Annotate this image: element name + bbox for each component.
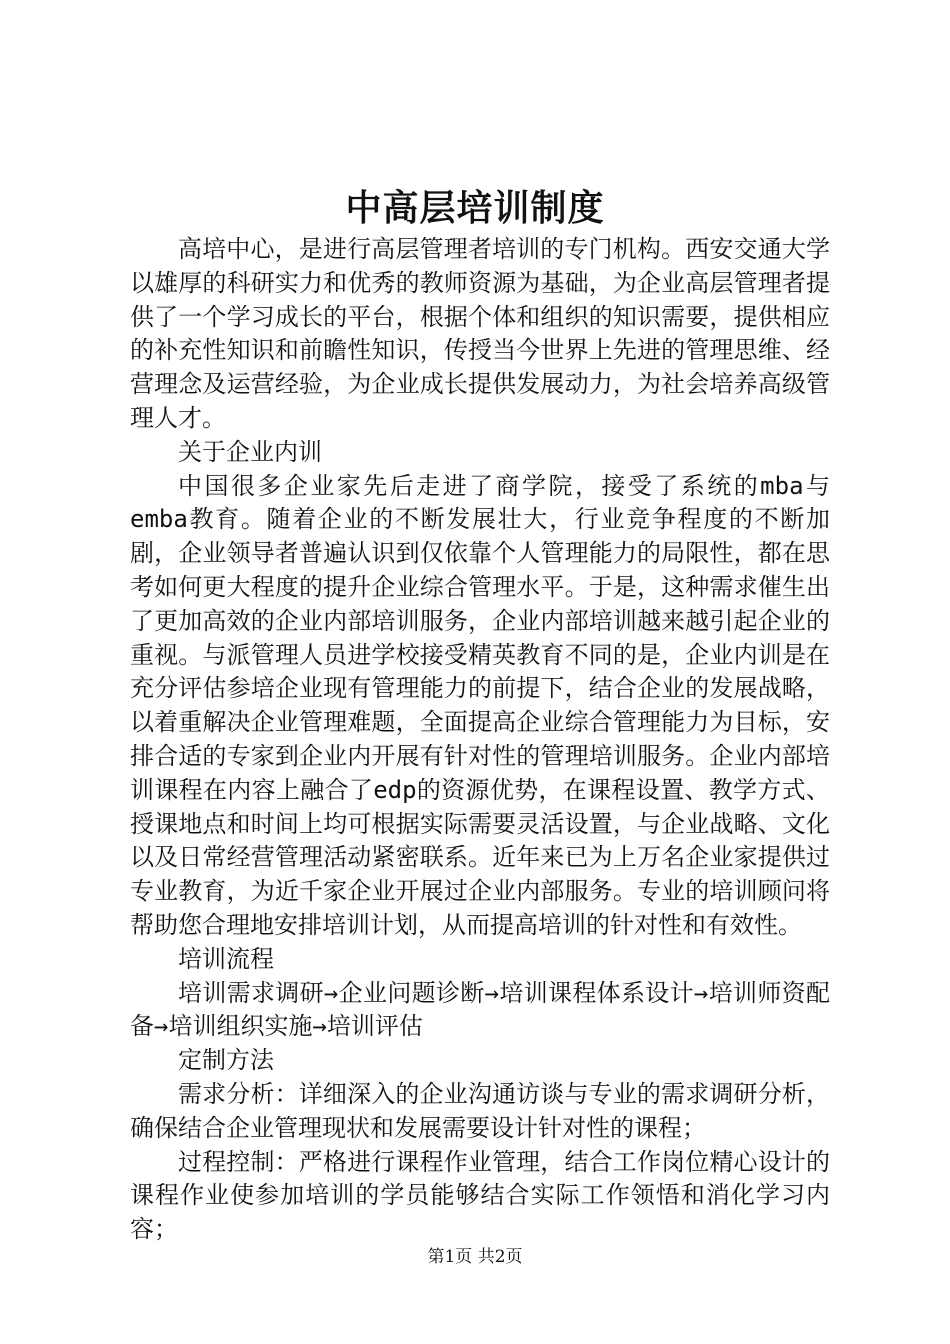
- paragraph-intro: 高培中心，是进行高层管理者培训的专门机构。西安交通大学以雄厚的科研实力和优秀的教师资源为基础，为企业高层管理者提供了一个学习成长的平台，根据个体和组织的知识需要，提供相应的补充性知识和前瞻性知识，传授当今世界上先进的管理思维、经营理念及运营经验，为企业成长提供发展动力，为社会培养高级管理人才。: [130, 235, 830, 432]
- section-heading-custom-method: 定制方法: [178, 1046, 274, 1075]
- section-heading-training-process: 培训流程: [178, 944, 274, 973]
- paragraph-training-process: 培训需求调研→企业问题诊断→培训课程体系设计→培训师资配备→培训组织实施→培训评估: [130, 978, 830, 1041]
- paragraph-internal-training: 中国很多企业家先后走进了商学院，接受了系统的mba与emba教育。随着企业的不断发展壮大，行业竞争程度的不断加剧，企业领导者普遍认识到仅依靠个人管理能力的局限性，都在思考如何更大程度的提升企业综合管理水平。于是，这种需求催生出了更加高效的企业内部培训服务，企业内部培训越来越引起企业的重视。与派管理人员进学校接受精英教育不同的是，企业内训是在充分评估参培企业现有管理能力的前提下，结合企业的发展战略，以着重解决企业管理难题，全面提高企业综合管理能力为目标，安排合适的专家到企业内开展有针对性的管理培训服务。企业内部培训课程在内容上融合了edp的资源优势，在课程设置、教学方式、授课地点和时间上均可根据实际需要灵活设置，与企业战略、文化以及日常经营管理活动紧密联系。近年来已为上万名企业家提供过专业教育，为近千家企业开展过企业内部服务。专业的培训顾问将帮助您合理地安排培训计划，从而提高培训的针对性和有效性。: [130, 471, 830, 939]
- document-title: 中高层培训制度: [345, 187, 605, 229]
- paragraph-needs-analysis: 需求分析：详细深入的企业沟通访谈与专业的需求调研分析，确保结合企业管理现状和发展需要设计针对性的课程；: [130, 1079, 830, 1142]
- section-heading-internal-training: 关于企业内训: [178, 437, 322, 466]
- page-footer: 第1页 共2页: [427, 1247, 523, 1267]
- document-body: [130, 233, 830, 1247]
- paragraph-process-control: 过程控制：严格进行课程作业管理，结合工作岗位精心设计的课程作业使参加培训的学员能够结合实际工作领悟和消化学习内容；: [130, 1147, 830, 1244]
